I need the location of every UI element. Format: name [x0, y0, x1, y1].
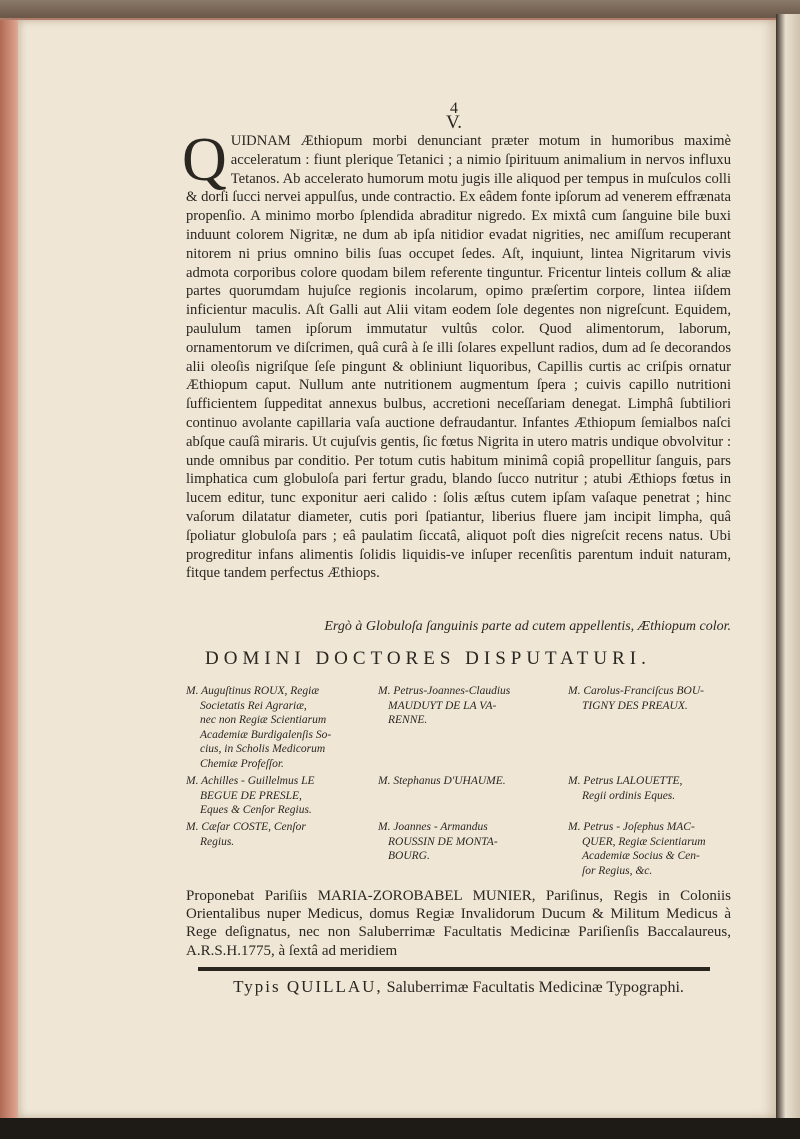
- doctor-entry: [568, 820, 746, 878]
- doctor-line: ſor Regius, &c.: [582, 864, 653, 877]
- doctor-line: nec non Regiæ Scientiarum: [200, 714, 327, 727]
- doctor-line: Chemiæ Profeſſor.: [200, 757, 284, 770]
- doctor-line: ROUSSIN DE MONTA-: [388, 835, 498, 848]
- paragraph-text: UIDNAM Æthiopum morbi denunciant præter motum in humoribus maximè acceleratum : fiunt plerique Tetanici ; a nimio ſpirituum animalium in nervos influxu Tetanos. Ab accelerato humorum motu jugis ille aliquod per tempus in muſculos colli & dorſi ſucci nervei appulſus, unde contractio. Ex eâdem fonte ipſorum ad venerem effrænata propenſio. A minimo morbo ſplendida abraditur nigredo. Ex mixtâ cum ſanguine bile buxi induunt colorem Nigritæ, ne dum ab ipſa nitidior evadat nigrities, nec amiſſum recuperant nitorem ni prius omnino bilis ſuas occupet ſedes. Aſt, inquiunt, lintea Nigritarum vivis admota corporibus colore quodam bilem referente tinguntur. Fricentur linteis collum & aliæ partes quorumdam hujuſce regionis incolarum, opimo præſertim corpore, lintea iiſdem inficientur maculis. Aſt Galli aut Alii vitam eodem ſole degentes non nigreſcunt. Equidem, paululum tamen ipſorum immutatur vultûs color. Quod alimentorum, laborum, ornamentorum ve diſcrimen, quâ curâ à ſe illi ſolares expellunt radios, dum ad ſe decorandos alii oleoſis nigriſque ſeſe pingunt & obliniunt liquoribus, Capillis curtis ac criſpis ornatur Æthiopum caput. Nullum ante nutritionem augmentum ſpera ; cuivis capillo nutritioni ſufficientem ſuppeditat annexus bulbus, accretioni neceſſariam denegat. Limphâ ſubtiliori continuo avolante capillaria vaſa auctione defraudantur. Infantes Æthiopum ſemialbos naſci abſque cauſâ miraris. Ut cujuſvis gentis, ſic fœtus Nigrita in utero matris undique obvolvitur : unde omnibus par conditio. Per totum cutis habitum minimâ copiâ propellitur ſanguis, pars limphatica cum globuloſa pari fertur gradu, blando ſucco nutritur ; atubi Æthiops fœtus in lucem editur, tunc exponitur aeri calido : ſolis æſtus cutem ipſam vaſaque penetrat ; hinc vaſorum dilatatur diameter, cutis pori ſpatiantur, liberius fluere jam incipit limpha, quâ ſpoliatur globuloſa pars ; eâ paulatim ſiccatâ, aliquot poſt dies nigreſcit recens natus. Ubi progreditur infans alimentis ſolidis liquidis-ve inſuper recenſitis parentum induit naturam, fitque tandem perfectus Æthiops.: [186, 133, 731, 582]
- doctor-line: Eques & Cenſor Regius.: [200, 804, 312, 817]
- main-paragraph: [182, 126, 731, 583]
- doctor-line: cius, in Scholis Medicorum: [200, 743, 326, 756]
- printer-line: [186, 977, 731, 997]
- doctor-line: Regii ordinis Eques.: [582, 789, 676, 802]
- doctor-entry: [568, 684, 746, 713]
- book-bottom-edge: [0, 1118, 800, 1139]
- doctor-line: BOURG.: [388, 850, 430, 863]
- section-number: V.: [446, 112, 463, 133]
- doctor-line: M. Cæſar COSTE, Cenſor: [186, 821, 306, 833]
- domini-heading: DOMINI DOCTORES DISPUTATURI.: [205, 648, 651, 669]
- doctor-line: Academiæ Burdigalenſis So-: [200, 728, 332, 741]
- page-number: 4: [450, 100, 458, 117]
- doctor-entry: [378, 774, 558, 789]
- doctor-line: BEGUE DE PRESLE,: [200, 789, 302, 802]
- doctor-entry: [568, 774, 746, 803]
- doctor-entry: [378, 820, 558, 864]
- printer-name: Typis QUILLAU,: [233, 977, 383, 996]
- doctor-line: Societatis Rei Agrariæ,: [200, 699, 307, 712]
- doctor-line: RENNE.: [388, 714, 428, 727]
- doctor-entry: [378, 684, 558, 728]
- doctor-entry: [186, 684, 366, 772]
- doctor-entry: [186, 774, 366, 818]
- doctor-line: M. Petrus - Joſephus MAC-: [568, 821, 695, 833]
- divider-rule: [198, 967, 710, 971]
- doctor-line: MAUDUYT DE LA VA-: [388, 699, 497, 712]
- book-right-edge: [776, 14, 800, 1139]
- doctor-line: M. Petrus-Joannes-Claudius: [378, 685, 511, 697]
- proponebat-paragraph: Proponebat Pariſiis MARIA-ZOROBABEL MUNIER, Pariſinus, Regis in Coloniis Orientalibus nuper Medicus, domus Regiæ Invalidorum Ducum & Militum Medicus à Rege deſignatus, nec non Saluberrimæ Facultatis Medicinæ Pariſienſis Baccalaureus, A.R.S.H.1775, à ſextâ ad meridiem: [186, 888, 731, 959]
- doctor-entry: [186, 820, 366, 849]
- doctor-line: Regius.: [200, 835, 235, 848]
- doctor-line: Academiæ Socius & Cen-: [582, 850, 700, 863]
- doctor-line: M. Stephanus D'UHAUME.: [378, 775, 506, 787]
- drop-cap: Q: [182, 126, 227, 194]
- conclusion-line: Ergò à Globuloſa ſanguinis parte ad cutem appellentis, Æthiopum color.: [324, 619, 731, 634]
- doctor-line: TIGNY DES PREAUX.: [582, 699, 688, 712]
- doctor-line: QUER, Regiæ Scientiarum: [582, 835, 706, 848]
- doctor-line: M. Joannes - Armandus: [378, 821, 488, 833]
- printer-title: Saluberrimæ Facultatis Medicinæ Typographi.: [382, 979, 684, 996]
- doctor-line: M. Achilles - Guillelmus LE: [186, 775, 315, 787]
- doctor-line: M. Petrus LALOUETTE,: [568, 775, 683, 787]
- doctor-line: M. Carolus-Franciſcus BOU-: [568, 685, 704, 697]
- doctor-line: M. Auguſtinus ROUX, Regiæ: [186, 685, 319, 697]
